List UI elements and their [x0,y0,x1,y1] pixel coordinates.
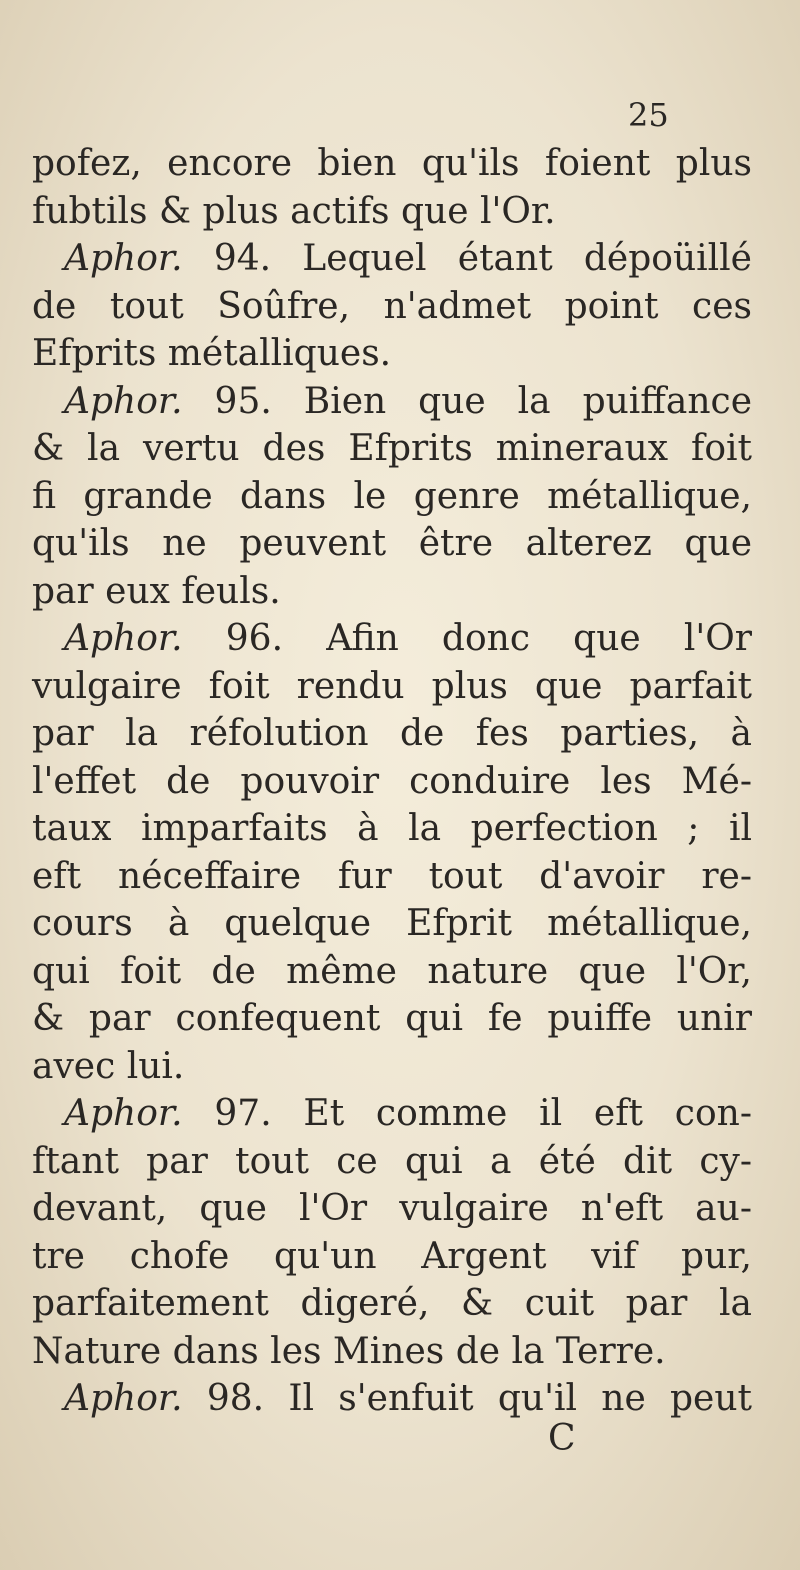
body-text [32,140,752,1423]
text-line [32,1280,752,1328]
text-line [32,568,752,616]
text-line [32,235,752,283]
aphorism-label: Aphor. [64,380,183,422]
line-text: fubtils & plus actifs que l'Or. [32,190,556,232]
line-text: ftant par tout ce qui a été dit cy- [32,1140,752,1182]
text-line [32,188,752,236]
text-line [32,663,752,711]
line-text: fi grande dans le genre métallique, [32,475,752,517]
text-line [32,378,752,426]
line-text: de tout Soûfre, n'admet point ces [32,285,752,327]
line-text: qui foit de même nature que l'Or, [32,950,752,992]
text-line [32,805,752,853]
line-text: devant, que l'Or vulgaire n'eft au- [32,1188,752,1229]
text-line [32,995,752,1043]
text-line [32,283,752,331]
text-line [32,900,752,948]
text-line [32,1043,752,1091]
text-line [32,425,752,473]
text-line [32,615,752,663]
line-text: qu'ils ne peuvent être alterez que [32,523,752,564]
text-line [32,1090,752,1138]
aphorism-label: Aphor. [64,1378,183,1419]
text-line [32,1185,752,1233]
line-text: cours à quelque Efprit métallique, [32,903,752,944]
aphorism-label: Aphor. [64,238,183,279]
text-line [32,758,752,806]
text-line [32,520,752,568]
line-text: par eux feuls. [32,570,281,612]
line-text: parfaitement digeré, & cuit par la [32,1283,752,1324]
text-line [32,853,752,901]
aphorism-label: Aphor. [64,618,183,659]
line-text: Efprits métalliques. [32,333,392,374]
line-text: & la vertu des Efprits mineraux foit [32,428,752,469]
line-text: vulgaire foit rendu plus que parfait [32,665,752,707]
line-text: tre chofe qu'un Argent vif pur, [32,1235,752,1277]
line-text: eft néceffaire fur tout d'avoir re- [32,855,752,897]
page-number: 25 [628,96,669,134]
text-line [32,140,752,188]
line-text: 95. Bien que la puiffance [182,380,752,422]
text-line [32,1328,752,1376]
line-text: pofez, encore bien qu'ils foient plus [32,143,752,184]
text-line [32,330,752,378]
line-text: l'effet de pouvoir conduire les Mé- [32,760,752,802]
line-text: 96. Afin donc que l'Or [182,618,752,659]
line-text: Nature dans les Mines de la Terre. [32,1330,666,1372]
line-text: avec lui. [32,1045,185,1087]
line-text: taux imparfaits à la perfection ; il [32,808,752,849]
line-text: par la réfolution de fes parties, à [32,713,752,754]
aphorism-label: Aphor. [64,1093,183,1134]
text-line [32,1375,752,1423]
text-line [32,710,752,758]
line-text: & par confequent qui fe puiffe unir [32,998,752,1039]
text-line [32,473,752,521]
text-line [32,1138,752,1186]
signature-mark: C [548,1418,576,1459]
line-text: 97. Et comme il eft con- [182,1093,752,1134]
text-line [32,1233,752,1281]
line-text: 98. Il s'enfuit qu'il ne peut [182,1378,752,1419]
text-line [32,948,752,996]
line-text: 94. Lequel étant dépoüillé [182,238,752,279]
